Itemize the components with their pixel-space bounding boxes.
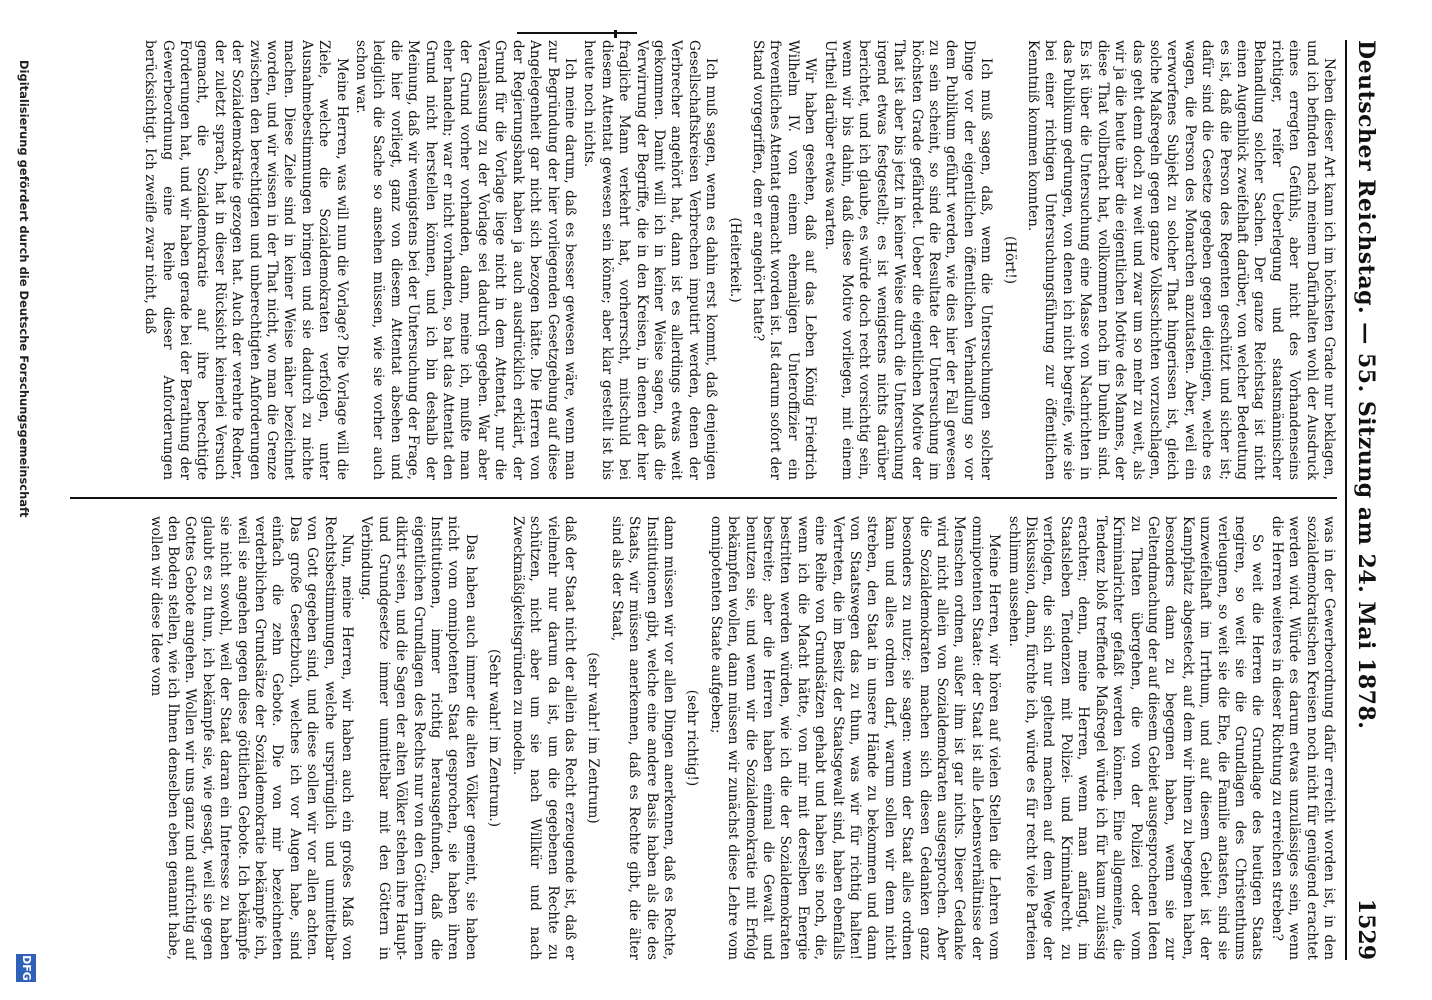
paragraph: Nun, meine Herren, wir haben auch ein großes Maß von Rechtsbestimmungen, welche ursprünglich und unmittelbar von Gott gegeben sind, und diese sollen wir vor allen achten. Das große Gesetzbuch, welches ich vor Augen habe, sind einfach die zehn Gebote. Die von mir bezeichneten verderblichen Grundsätze der Sozialdemokratie bekämpfe ich, weil sie angehen gegen diese göttlichen Gebote. Ich bekämpfe sie nicht sowohl, weil der Staat daran ein Interesse zu haben glaubt es zu thun, ich bekämpfe sie, wie gesagt, weil sie gegen Gottes Gebote angehen. Wollen wir uns ganz und aufrichtig auf den Boden stellen, wie ich Ihnen denselben eben genannt habe, wollen wir diese Idee vom — [147, 516, 356, 960]
interjection: (Heiterkeit.) — [726, 217, 743, 303]
paragraph: Meine Herren, was will nun die Vorlage? Die Vorlage will die Ziele, welche die Sozialdemokraten verfolgen, unter Ausnahmebestimmungen bringen und sie dadurch zu nichte machen. Diese Ziele sind in keiner Weise näher bezeichnet worden, und wir wissen in der That nicht, wo man die Grenze zwischen den berechtigten und unberechtigten Anforderungen der Sozialdemokratie gezogen hat. Auch der verehrte Redner, der zuletzt sprach, hat in dieser Rücksicht keinerlei Versuch gemacht, die Sozialdemokratie auf ihre berechtigte Forderungen hat, und wir haben gerade bei der Berathung der Gewerbeordnung eine Reihe dieser Anforderungen berücksichtigt. Ich zweifle zwar nicht, daß — [142, 40, 350, 480]
interjection: (Hört!) — [1001, 235, 1018, 285]
page-number: 1529 — [1353, 898, 1379, 960]
paragraph: Neben dieser Art kann ich im höchsten Grade nur beklagen, und ich befinden nach meinem Dafürhalten wohl der Ausdruck eines erregten Gefühls, aber nicht des Vorhandenseins richtiger, reifer Ueberlegung und staatsmännischer Behandlung solcher Sachen. Der ganze Reichstag ist nicht einen Augenblick zweifelhaft darüber, von welcher Bedeutung es ist, daß die Person des Regenten geschützt und sicher ist; dafür sind die Gesetze gegeben gegen diejenigen, welche es wagen, die Person des Monarchen anzutasten. Aber, weil ein verworfenes Subjekt zu solcher That hingerissen ist, gleich solche Maßregeln gegen ganze Volksschichten vorzuschlagen, das geht denn doch zu weit und zwar um so mehr zu weit, als wir ja die heute über die eigentlichen Motive des Mannes, der diese That vollbracht hat, vollkommen noch im Dunkeln sind. Es ist über die Untersuchung eine Masse von Nachrichten in das Publikum gedrungen, von denen ich nicht begreife, wie sie bei einer richtigen Untersuchungsführung zur öffentlichen Kenntniß kommen konnten. — [1025, 40, 1337, 480]
paragraph: dann müssen wir vor allen Dingen anerkennen, daß es Rechte, Institutionen gibt, welche eine andere Basis haben als die des Staats, wir müssen anerkennen, daß es Rechte gibt, die älter sind als der Staat, — [608, 516, 677, 960]
interjection: (sehr wahr! im Zentrum) — [585, 652, 602, 824]
paragraph: Das haben auch immer die alten Völker gemeint, sie haben nicht vom omnipotenten Staat gesprochen, sie haben ihren Institutionen, immer richtig herausgefunden, daß die eigentlichen Grundlagen des Rechts nur von den Göttern ihnen diktirt seien, und die Sagen der alten Völker stehen ihre Haupt- und Grundgesetze immer unmittelbar mit den Göttern in Verbindung. — [358, 516, 479, 960]
interjection: (Sehr wahr! im Zentrum.) — [486, 648, 503, 828]
page-header — [1345, 40, 1387, 960]
paragraph: was in der Gewerbeordnung dafür erreicht worden ist, in den sozialdemokratischen Kreisen noch nicht für genügend erachtet werden wird. Würde es darum etwas unzulässiges sein, wenn die Herren weiteres in dieser Richtung zu erreichen streben? — [1268, 516, 1337, 960]
dfg-logo: DFG — [16, 954, 36, 982]
paragraph: Meine Herren, wir hören auf vielen Stellen die Lehren vom omnipotenten Staate: der Staat ist alle Lebensverhältnisse der Menschen ordnen, außer ihm ist gar nichts. Dieser Gedanke wird nicht allein von Sozialdemokraten ausgesprochen. Aber die Sozialdemokraten machen sich diesen Gedanken ganz besonders zu nutze; sie sagen: wenn der Staat alles ordnen kann und alles ordnen darf, warum sollen wir denn nicht streben, den Staat in unsere Hände zu bekommen und dann von Staatswegen das zu thun, was wir für richtig halten! Vertreten, die im Besitz der Staatsgewalt sind, haben ebenfalls eine Reihe von Grundsätzen gehabt und haben sie noch, die, wenn ich die Macht hätte, von mir mit derselben Energie bestritten werden würden, wie ich die der Sozialdemokraten bestreite; aber die Herren haben einmal die Gewalt und benutzen sie, und wenn wir die Sozialdemokratie mit Erfolg bekämpfen wollen, dann müssen wir zunächst diese Lehre vom omnipotenten Staate aufgeben; — [707, 516, 1003, 960]
digitization-footer — [12, 0, 36, 1000]
text-column-right — [70, 516, 1337, 960]
paragraph: So weit die Herren die Grundlage des heutigen Staats negiren, so weit sie die Grundlagen des Christenthums verleugnen, so weit sie die Ehe, die Familie antasten, sind sie unzweifelhaft im Irrthum, und auf diesem Gebiet ist der Kampfplatz abgesteckt, auf dem wir ihnen zu begegnen haben, besonders dann zu begegnen haben, wenn sie zur Geltendmachung der auf diesem Gebiet ausgesprochenen Ideen zu Thaten übergehen, die von der Polizei oder vom Kriminalrichter gefaßt werden können. Eine allgemeine, die Tendenz bloß treffende Maßregel würde ich für kaum zulässig erachten; denn, meine Herren, wenn man anfängt, im Staatsleben Tendenzen mit Polizei- und Kriminalrecht zu verfolgen, die sich nur geltend machen auf dem Wege der Diskussion, dann, fürchte ich, würde es für recht viele Parteien schlimm aussehen. — [1005, 516, 1266, 960]
paragraph: Wir haben gesehen, daß auf das Leben König Friedrich Wilhelm IV. von einem ehemaligen Unteroffizier ein freventliches Attentat gemacht worden ist. Ist darum sofort der Stand vorgegriffen, dem er angehört hatte? — [750, 40, 819, 480]
margin-mark — [517, 30, 637, 36]
interjection: (sehr richtig!) — [684, 689, 701, 787]
column-divider — [70, 497, 1337, 499]
running-head: Deutscher Reichstag. — 55. Sitzung am 24. Mai 1878. — [1353, 40, 1379, 730]
paragraph: Ich meine darum, daß es besser gewesen wäre, wenn man zur Begründung der hier vorliegenden Gesetzgebung auf diese Angelegenheit gar nicht sich bezogen hätte. Die Herren von der Regierungsbank haben ja auch ausdrücklich erklärt, der Grund für die Vorlage liege nicht in dem Attentat, nur die Veranlassung zu der Vorlage sei dadurch gegeben. War aber der Grund vorher vorhanden, dann, meine ich, mußte man eher handeln; war er nicht vorhanden, so hat das Attentat den Grund nicht herstellen können, und ich bin deshalb der Meinung, daß wir wenigstens bei der Untersuchung der Frage, die hier vorliegt, ganz von diesem Attentat absehen und lediglich die Sache so ansehen müssen, wie sie vorher auch schon war. — [353, 40, 578, 480]
digitization-note: Digitalisierung gefördert durch die Deutsche Forschungsgemeinschaft — [17, 60, 31, 518]
paragraph: Ich muß sagen, wenn es dahin erst kommt, daß denjenigen Gesellschaftskreisen Verbrechen imputirt werden, denen der Verbrecher angehört hat, dann ist es allerdings etwas weit gekommen. Damit will ich in keiner Weise sagen, daß die Verwirrung der Begriffe, die in den Kreisen, in denen der hier fragliche Mann verkehrt hat, vorherrscht, mitschuld bei diesem Attentat gewesen sein könne; aber klar gestellt ist bis heute noch nichts. — [581, 40, 720, 480]
paragraph: Ich muß sagen, daß, wenn die Untersuchungen solcher Dinge vor der eigentlichen öffentlichen Verhandlung so vor dem Publikum geführt werden, wie dies hier der Fall gewesen zu sein scheint, so sind die Resultate der Untersuchung im höchsten Grade gefährdet. Ueber die eigentlichen Motive der That ist aber bis jetzt in keiner Weise durch die Untersuchung irgend etwas festgestellt; es ist wenigstens nichts darüber berichtet, und ich glaube, es würde doch recht vorsichtig sein, wenn wir bis dahin, daß diese Motive vorliegen, mit einem Urtheil darüber etwas warten. — [821, 40, 995, 480]
text-column-left — [70, 40, 1337, 480]
paragraph: daß der Staat nicht der allein das Recht erzeugende ist, daß er vielmehr nur darum da ist, um die gegebenen Rechte zu schützen, nicht aber um sie nach Willkür und nach Zweckmäßigkeitsgründen zu modeln. — [509, 516, 578, 960]
